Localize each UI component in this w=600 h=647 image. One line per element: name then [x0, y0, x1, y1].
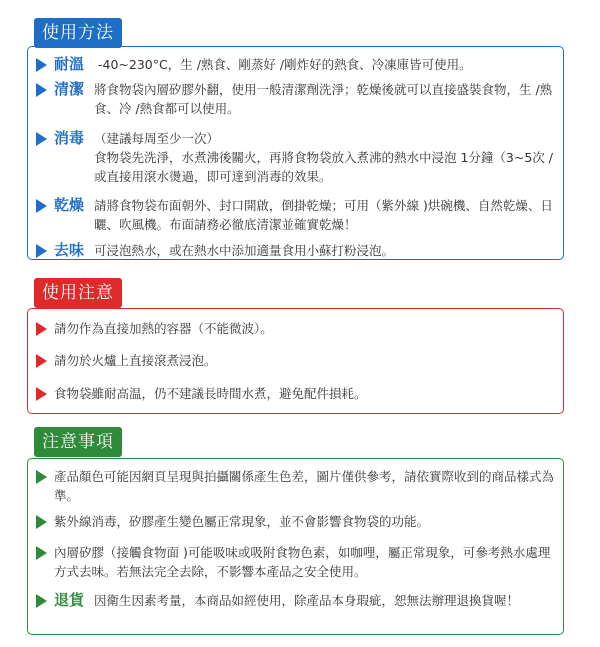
- caution-section: [27, 278, 564, 414]
- triangle-bullet-icon: [36, 594, 47, 608]
- triangle-bullet-icon: [36, 244, 47, 258]
- usage-item-text: （建議每周至少一次） 食物袋先洗淨，水煮沸後關火，再將食物袋放入煮沸的熱水中浸泡 1分鐘（3~5次 /或直接用滾水燙過，即可達到消毒的效果。: [94, 131, 553, 184]
- notes-item-text: 產品顏色可能因網頁呈現與拍攝關係產生色差，圖片僅供參考，請依實際收到的商品樣式為準。: [54, 469, 555, 503]
- caution-item-text: 食物袋雖耐高温，仍不建議長時間水煮，避免配件損耗。: [54, 386, 367, 401]
- caution-item-text: 請勿於火爐上直接滾煮浸泡。: [54, 353, 217, 368]
- usage-item-text: 可浸泡熱水，或在熱水中添加適量食用小蘇打粉浸泡。: [94, 243, 395, 258]
- triangle-bullet-icon: [36, 515, 47, 529]
- notes-section: [27, 427, 564, 635]
- triangle-bullet-icon: [36, 83, 47, 97]
- notes-item-text: 內層矽膠（接觸食物面 )可能吸味或吸附食物色素，如咖哩，屬正常現象，可參考熱水處理方式去味。若無法完全去除，不影響本產品之安全使用。: [54, 545, 551, 579]
- notes-item: [36, 591, 555, 631]
- notes-item: [36, 467, 555, 507]
- usage-item-text: -40~230°C，生 /熟食、剛蒸好 /剛炸好的熱食、冷凍庫皆可使用。: [98, 57, 472, 72]
- triangle-bullet-icon: [36, 199, 47, 213]
- triangle-bullet-icon: [36, 470, 47, 484]
- usage-item: [36, 129, 555, 189]
- usage-item: [36, 80, 555, 120]
- triangle-bullet-icon: [36, 546, 47, 560]
- usage-item-label: 消毒: [54, 129, 85, 147]
- caution-item-text: 請勿作為直接加熱的容器（不能微波）。: [54, 321, 273, 336]
- usage-title: 使用方法: [34, 18, 122, 48]
- notes-title: 注意事項: [34, 427, 122, 457]
- caution-box: [27, 308, 564, 414]
- usage-item-label: 乾燥: [54, 196, 85, 214]
- triangle-bullet-icon: [36, 322, 47, 336]
- usage-item: [36, 55, 555, 75]
- notes-item-label: 退貨: [54, 591, 85, 609]
- notes-item: [36, 512, 555, 532]
- notes-box: [27, 458, 564, 635]
- caution-title: 使用注意: [34, 278, 122, 308]
- usage-item-text: 請將食物袋布面朝外、封口開啟，倒掛乾燥；可用（紫外線 )烘碗機、自然乾燥、日曬、吹風機。布面請務必徹底清潔並確實乾燥！: [94, 198, 553, 232]
- triangle-bullet-icon: [36, 354, 47, 368]
- notes-item-text: 紫外線消毒，矽膠產生變色屬正常現象，並不會影響食物袋的功能。: [54, 514, 430, 529]
- triangle-bullet-icon: [36, 58, 47, 72]
- caution-item: [36, 319, 555, 339]
- usage-item-label: 去味: [54, 241, 85, 259]
- triangle-bullet-icon: [36, 132, 47, 146]
- notes-item: [36, 543, 555, 583]
- usage-item-text: 將食物袋內層矽膠外翻，使用一般清潔劑洗淨；乾燥後就可以直接盛裝食物，生 /熟食、冷 /熱食都可以使用。: [94, 82, 553, 116]
- usage-item: [36, 196, 555, 236]
- usage-item: [36, 241, 555, 261]
- usage-section: [27, 18, 564, 260]
- caution-item: [36, 351, 555, 371]
- usage-item-label: 耐溫: [54, 55, 85, 73]
- notes-item-text: 因衛生因素考量，本商品如經使用，除產品本身瑕疵，恕無法辦理退換貨喔！: [94, 593, 520, 608]
- triangle-bullet-icon: [36, 387, 47, 401]
- caution-item: [36, 384, 555, 404]
- usage-box: [27, 46, 564, 260]
- usage-item-label: 清潔: [54, 80, 85, 98]
